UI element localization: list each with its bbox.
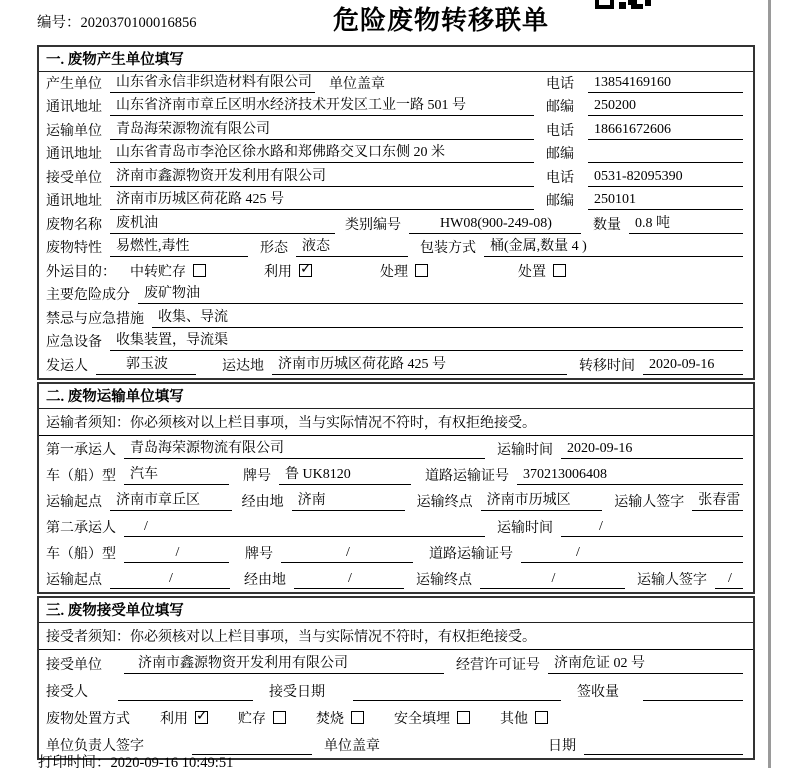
waste-characteristics-row — [39, 237, 753, 261]
carrier1-end-field: 济南市历城区 — [481, 489, 603, 511]
vehicle-type-label: 车（船）型 — [46, 468, 116, 484]
disposal-option-landfill — [394, 708, 470, 728]
disposal-option-label: 焚烧 — [316, 711, 344, 727]
carrier1-route-row — [39, 488, 753, 514]
packaging-field: 桶(金属,数量 4 ) — [484, 235, 743, 257]
transfer-date-field: 2020-09-16 — [643, 357, 743, 375]
producer-postcode-field: 250200 — [588, 98, 743, 116]
destination-field: 济南市历城区荷花路 425 号 — [272, 353, 567, 375]
print-time — [38, 751, 233, 768]
producer-unit-field: 山东省永信非织造材料有限公司 — [110, 71, 315, 93]
waste-name-field: 废机油 — [110, 212, 335, 234]
carrier2-license-field: / — [521, 545, 743, 563]
postcode-label: 邮编 — [546, 147, 574, 162]
receiver-postcode-field: 250101 — [588, 192, 743, 210]
carrier2-route-row — [39, 566, 753, 592]
category-code-label: 类别编号 — [345, 217, 401, 233]
address-label: 通讯地址 — [46, 100, 102, 115]
carrier2-origin-field: / — [110, 571, 230, 589]
disposal-option-label: 安全填埋 — [394, 711, 450, 727]
producer-address-row — [39, 96, 753, 120]
unit-seal-label: 单位盖章 — [324, 738, 380, 754]
emergency-measures-row — [39, 307, 753, 331]
print-time-value: 2020-09-16 10:49:51 — [110, 755, 234, 768]
purpose-option-label: 中转贮存 — [130, 264, 186, 280]
emergency-equipment-row — [39, 331, 753, 355]
disposal-option-label: 其他 — [500, 711, 528, 727]
checkbox-icon — [415, 264, 428, 277]
receiver-address-field: 济南市历城区荷花路 425 号 — [110, 188, 534, 210]
disposal-option-storage — [238, 708, 286, 728]
road-license-label: 道路运输证号 — [425, 468, 509, 484]
carrier1-vehicle-row — [39, 462, 753, 488]
receiver-unit-left — [46, 165, 546, 187]
recipient-row — [39, 677, 753, 704]
checkbox-icon — [299, 264, 312, 277]
checkbox-icon — [457, 711, 470, 724]
road-license-label: 道路运输证号 — [429, 546, 513, 562]
shipper-field: 郭玉波 — [96, 353, 196, 375]
producer-address-field: 山东省济南市章丘区明水经济技术开发区工业一路 501 号 — [110, 94, 534, 116]
carrier2-via-field: / — [294, 571, 404, 589]
packaging-label: 包装方式 — [420, 241, 476, 256]
carrier2-vehicle-row — [39, 540, 753, 566]
postcode-label: 邮编 — [546, 100, 574, 115]
section-receiver — [37, 596, 755, 760]
address-label: 通讯地址 — [46, 147, 102, 162]
transfer-form — [37, 45, 755, 760]
qr-code-fragment — [595, 0, 651, 10]
carrier1-signature-field: 张春雷 — [692, 489, 743, 511]
quantity-label: 数量 — [593, 217, 621, 233]
purpose-option-treatment — [380, 261, 428, 281]
checkbox-icon — [195, 711, 208, 724]
checkbox-icon — [351, 711, 364, 724]
carrier1-date-field: 2020-09-16 — [561, 441, 743, 459]
carrier-sign-label: 运输人签字 — [637, 572, 707, 588]
transporter-unit-field: 青岛海荣源物流有限公司 — [110, 118, 534, 140]
carrier2-date-field: / — [561, 519, 743, 537]
carrier1-origin-field: 济南市章丘区 — [110, 489, 232, 511]
page-edge-line — [768, 0, 771, 768]
sign-date-label: 日期 — [548, 738, 576, 754]
end-label: 运输终点 — [416, 572, 472, 588]
phone-label: 电话 — [546, 123, 574, 139]
waste-name-row — [39, 213, 753, 237]
transfer-date-label: 转移时间 — [579, 358, 635, 374]
origin-label: 运输起点 — [46, 494, 102, 510]
characteristics-field: 易燃性,毒性 — [110, 235, 248, 257]
carrier1-plate-field: 鲁 UK8120 — [279, 463, 411, 485]
main-hazard-field: 废矿物油 — [138, 282, 743, 304]
carrier2-vehicle-field: / — [124, 545, 229, 563]
producer-phone-field: 13854169160 — [588, 75, 743, 93]
transport-notice: 运输者须知：你必须核对以上栏目事项，当与实际情况不符时，有权拒绝接受。 — [39, 409, 753, 436]
producer-address-left — [46, 94, 546, 116]
physical-form-field: 液态 — [296, 235, 408, 257]
sign-date-field — [584, 753, 743, 755]
document-number-value: 2020370100016856 — [80, 15, 197, 31]
recipient-label: 接受人 — [46, 684, 88, 700]
purpose-label: 外运目的： — [46, 264, 116, 280]
carrier2-end-field: / — [480, 571, 625, 589]
receiver-address-left — [46, 188, 546, 210]
transporter-address-row — [39, 143, 753, 167]
producer-unit-left — [46, 71, 546, 93]
emergency-measures-label: 禁忌与应急措施 — [46, 311, 144, 327]
disposal-method-row — [39, 704, 753, 731]
transport-time-label: 运输时间 — [497, 442, 553, 458]
checkbox-icon — [273, 711, 286, 724]
purpose-option-transfer-storage — [130, 261, 206, 281]
receiver-address-row — [39, 190, 753, 214]
checkbox-icon — [553, 264, 566, 277]
transporter-label: 运输单位 — [46, 123, 102, 139]
carrier-sign-label: 运输人签字 — [614, 494, 685, 510]
transport-purpose-row — [39, 260, 753, 284]
shipper-label: 发运人 — [46, 358, 88, 374]
transporter-unit-row — [39, 119, 753, 143]
section-producer-heading: 一. 废物产生单位填写 — [39, 47, 753, 72]
purpose-option-reuse — [264, 261, 312, 281]
section-receiver-heading: 三. 废物接受单位填写 — [39, 598, 753, 623]
main-hazard-row — [39, 284, 753, 308]
section-transport — [37, 382, 755, 594]
receive-notice: 接受者须知：你必须核对以上栏目事项，当与实际情况不符时，有权拒绝接受。 — [39, 623, 753, 650]
carrier2-row — [39, 514, 753, 540]
main-hazard-label: 主要危险成分 — [46, 288, 130, 303]
carrier1-field: 青岛海荣源物流有限公司 — [124, 437, 485, 459]
checkbox-icon — [535, 711, 548, 724]
carrier2-plate-field: / — [281, 545, 413, 563]
vehicle-type-label: 车（船）型 — [46, 546, 116, 562]
emergency-equipment-field: 收集装置，导流渠 — [110, 329, 743, 351]
purpose-option-label: 处理 — [380, 264, 408, 280]
received-quantity-label: 签收量 — [577, 684, 619, 700]
destination-label: 运达地 — [222, 358, 264, 374]
receiver-phone-field: 0531-82095390 — [588, 169, 743, 187]
phone-label: 电话 — [546, 76, 574, 92]
transporter-address-left — [46, 141, 546, 163]
transporter-address-field: 山东省青岛市李沧区徐水路和郑佛路交叉口东侧 20 米 — [110, 141, 534, 163]
carrier1-via-field: 济南 — [292, 489, 405, 511]
producer-label: 产生单位 — [46, 76, 102, 92]
carrier2-field: / — [124, 519, 485, 537]
via-label: 经由地 — [241, 494, 284, 510]
page-title: 危险废物转移联单 — [333, 6, 550, 35]
end-label: 运输终点 — [416, 494, 473, 510]
quantity-field: 0.8 吨 — [629, 212, 743, 234]
address-label: 通讯地址 — [46, 194, 102, 209]
print-time-label: 打印时间： — [38, 755, 111, 768]
document-number-label: 编号： — [37, 15, 81, 31]
purpose-option-label: 处置 — [518, 264, 546, 280]
disposal-option-reuse — [160, 708, 208, 728]
section-producer — [37, 45, 755, 380]
carrier1-license-field: 370213006408 — [517, 467, 743, 485]
recipient-field — [118, 699, 253, 701]
characteristics-label: 废物特性 — [46, 241, 102, 256]
receiver-unit-field: 济南市鑫源物资开发利用有限公司 — [110, 165, 534, 187]
emergency-equipment-label: 应急设备 — [46, 335, 102, 350]
permit-number-field: 济南危证 02 号 — [548, 652, 743, 674]
receiving-unit-label: 接受单位 — [46, 657, 102, 673]
carrier2-label: 第二承运人 — [46, 520, 116, 536]
waste-name-label: 废物名称 — [46, 217, 102, 233]
transport-time-label: 运输时间 — [497, 520, 553, 536]
disposal-option-incineration — [316, 708, 364, 728]
receiving-unit-row — [39, 650, 753, 677]
shipper-row — [39, 354, 753, 378]
disposal-option-label: 利用 — [160, 711, 188, 727]
postcode-label: 邮编 — [546, 194, 574, 209]
carrier1-vehicle-field: 汽车 — [124, 463, 229, 485]
plate-number-label: 牌号 — [245, 546, 273, 562]
transporter-postcode-field — [588, 161, 743, 163]
receiver-unit-row — [39, 166, 753, 190]
receive-date-label: 接受日期 — [269, 684, 325, 700]
origin-label: 运输起点 — [46, 572, 102, 588]
disposal-method-label: 废物处置方式 — [46, 711, 130, 727]
carrier2-signature-field: / — [715, 571, 743, 589]
disposal-option-other — [500, 708, 548, 728]
emergency-measures-field: 收集、导流 — [152, 306, 743, 328]
receiving-unit-field: 济南市鑫源物资开发利用有限公司 — [124, 652, 444, 674]
receiver-label: 接受单位 — [46, 170, 102, 186]
purpose-option-disposal — [518, 261, 566, 281]
carrier1-row — [39, 436, 753, 462]
physical-form-label: 形态 — [260, 241, 288, 256]
document-number — [37, 11, 197, 32]
via-label: 经由地 — [244, 572, 286, 588]
plate-number-label: 牌号 — [243, 468, 271, 484]
received-quantity-field — [643, 699, 743, 701]
transporter-phone-field: 18661672606 — [588, 122, 743, 140]
transporter-unit-left — [46, 118, 546, 140]
permit-number-label: 经营许可证号 — [456, 657, 540, 673]
receive-date-field — [353, 699, 561, 701]
purpose-option-label: 利用 — [264, 264, 292, 280]
checkbox-icon — [193, 264, 206, 277]
carrier1-label: 第一承运人 — [46, 442, 116, 458]
section-transport-heading: 二. 废物运输单位填写 — [39, 384, 753, 409]
category-code-field: HW08(900-249-08) — [409, 216, 581, 234]
disposal-option-label: 贮存 — [238, 711, 266, 727]
producer-unit-row — [39, 72, 753, 96]
responsible-signature-label: 单位负责人签字 — [46, 738, 144, 754]
phone-label: 电话 — [546, 170, 574, 186]
unit-seal-label: 单位盖章 — [329, 76, 385, 92]
